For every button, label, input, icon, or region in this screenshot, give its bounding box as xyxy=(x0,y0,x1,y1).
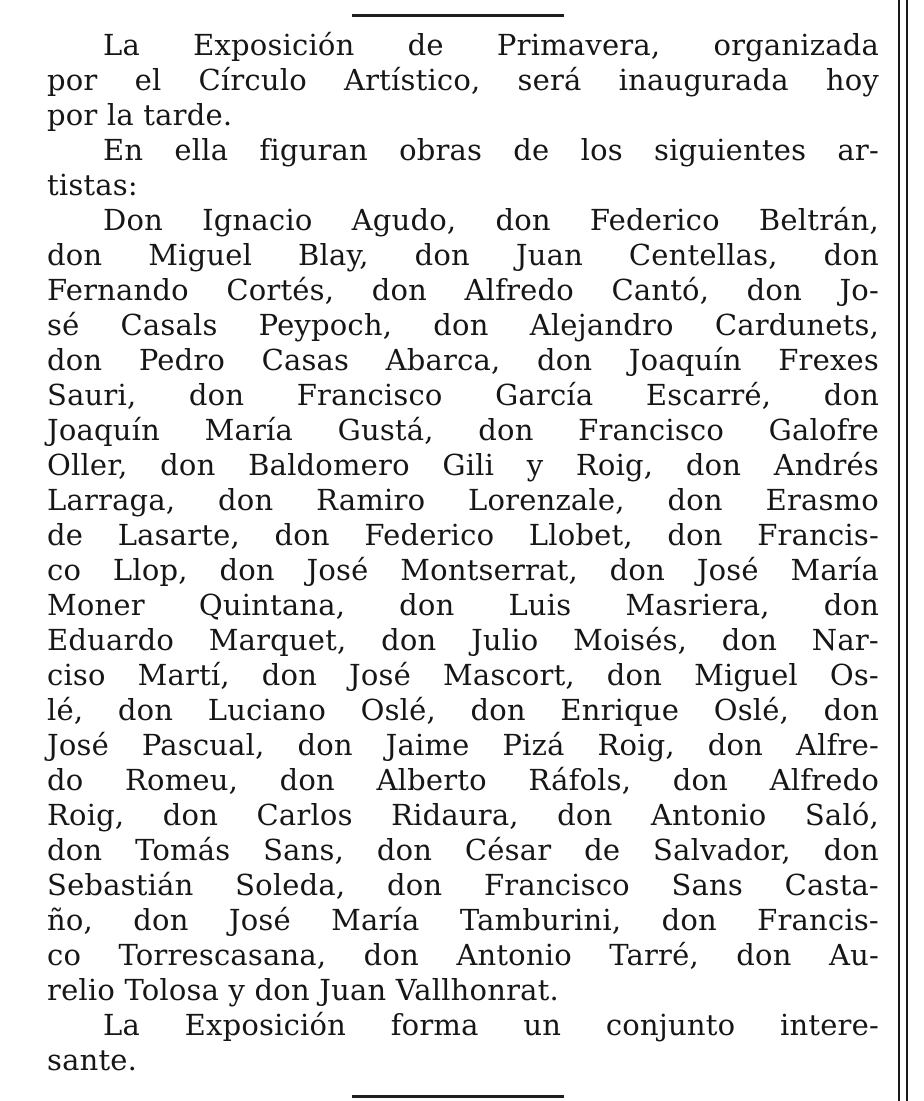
article-word: don xyxy=(721,623,778,657)
article-word: María xyxy=(331,903,420,937)
article-line xyxy=(47,903,879,938)
article-word: Pedro xyxy=(138,343,226,377)
article-word: don xyxy=(363,938,419,972)
article-line xyxy=(47,728,879,763)
article-word: Federico xyxy=(589,203,720,237)
article-word: Moner xyxy=(47,588,145,622)
article-word: Sebastián xyxy=(47,868,194,902)
article-word: Roig, xyxy=(575,448,654,482)
article-word: don xyxy=(557,798,613,832)
article-word: Lorenzale, xyxy=(468,483,625,517)
article-word: don xyxy=(188,378,245,412)
article-word: don xyxy=(162,798,219,832)
article-word: Mascort, xyxy=(442,658,575,692)
article-line xyxy=(47,833,879,868)
article-word: Galofre xyxy=(768,413,879,447)
article-word: don xyxy=(117,693,174,727)
article-word: Ridaura, xyxy=(391,798,519,832)
article-word: María xyxy=(204,413,293,447)
article-word: Joaquín xyxy=(47,413,160,447)
article-word: Alfredo xyxy=(769,763,879,797)
article-word: don xyxy=(536,343,593,377)
article-word: conjunto xyxy=(605,1008,736,1042)
article-word: inaugurada xyxy=(618,63,789,97)
article-word: Tarré, xyxy=(609,938,699,972)
article-word: ño, xyxy=(47,903,93,937)
article-word: Exposición xyxy=(184,1008,347,1042)
article-word: Agudo, xyxy=(351,203,457,237)
article-line xyxy=(47,588,879,623)
article-word: ar- xyxy=(837,133,879,167)
article-word: Luis xyxy=(508,588,572,622)
article-word: Torrescasana, xyxy=(118,938,327,972)
article-word: don xyxy=(667,518,723,552)
article-word: La xyxy=(103,28,140,62)
article-line xyxy=(47,623,879,658)
article-line: sante. xyxy=(47,1043,138,1077)
article-word: don xyxy=(609,553,665,587)
article-line xyxy=(47,938,879,973)
article-word: un xyxy=(523,1008,562,1042)
article-line: por la tarde. xyxy=(47,98,233,132)
article-word: Llobet, xyxy=(528,518,633,552)
article-word: don xyxy=(160,448,216,482)
article-word: don xyxy=(274,518,330,552)
article-line xyxy=(47,238,879,273)
article-word: Lasarte, xyxy=(117,518,240,552)
article-word: don xyxy=(433,308,489,342)
article-word: sé xyxy=(47,308,80,342)
article-word: don xyxy=(47,343,103,377)
article-word: don xyxy=(47,833,103,867)
article-word: Au- xyxy=(828,938,879,972)
article-word: Oslé, xyxy=(360,693,436,727)
article-word: Casals xyxy=(120,308,218,342)
article-word: don xyxy=(823,238,879,272)
article-word: Tomás xyxy=(135,833,231,867)
article-word: Ráfols, xyxy=(528,763,632,797)
article-word: de xyxy=(584,833,621,867)
article-word: Montserrat, xyxy=(400,553,578,587)
article-line xyxy=(47,763,879,798)
article-word: Círculo xyxy=(198,63,307,97)
article-word: don xyxy=(707,728,764,762)
article-word: Quintana, xyxy=(198,588,346,622)
article-line xyxy=(47,553,879,588)
article-word: José xyxy=(306,553,369,587)
article-word: Ramiro xyxy=(316,483,426,517)
article-word: José xyxy=(47,728,109,762)
article-word: Salvador, xyxy=(653,833,791,867)
article-word: Carlos xyxy=(256,798,353,832)
article-word: García xyxy=(495,378,594,412)
article-word: Escarré, xyxy=(645,378,772,412)
article-word: do xyxy=(47,763,84,797)
article-word: Baldomero xyxy=(248,448,410,482)
article-line xyxy=(47,413,879,448)
article-word: Roig, xyxy=(597,728,675,762)
article-word: don xyxy=(470,693,526,727)
article-word: Sans xyxy=(671,868,743,902)
article-word: obras xyxy=(399,133,483,167)
article-word: don xyxy=(672,763,729,797)
article-word: Larraga, xyxy=(47,483,176,517)
article-word: Alejandro xyxy=(529,308,674,342)
article-word: Beltrán, xyxy=(758,203,879,237)
article-line xyxy=(47,693,879,728)
article-word: figuran xyxy=(259,133,368,167)
article-word: don xyxy=(823,833,879,867)
article-word: don xyxy=(736,938,792,972)
article-word: Gustá, xyxy=(337,413,434,447)
article-word: Llop, xyxy=(112,553,188,587)
article-line xyxy=(47,1008,879,1043)
article-word: Erasmo xyxy=(765,483,879,517)
article-word: por xyxy=(47,63,98,97)
article-line xyxy=(47,798,879,833)
article-line: tistas: xyxy=(47,168,138,202)
article-line xyxy=(47,518,879,553)
article-word: el xyxy=(134,63,162,97)
article-line xyxy=(47,63,879,98)
article-word: lé, xyxy=(47,693,84,727)
article-word: Nar- xyxy=(811,623,879,657)
article-word: Oslé, xyxy=(713,693,790,727)
article-word: hoy xyxy=(825,63,879,97)
article-word: co xyxy=(47,553,82,587)
article-word: Antonio xyxy=(456,938,572,972)
article-word: José xyxy=(349,658,411,692)
article-word: los xyxy=(580,133,623,167)
article-word: Saló, xyxy=(804,798,879,832)
article-word: Federico xyxy=(364,518,495,552)
article-word: Peypoch, xyxy=(258,308,393,342)
article-word: Casta- xyxy=(784,868,879,902)
article-word: será xyxy=(517,63,582,97)
article-line xyxy=(47,273,879,308)
article-word: don xyxy=(261,658,318,692)
article-line xyxy=(47,308,879,343)
article-word: Abarca, xyxy=(385,343,501,377)
article-word: Francisco xyxy=(578,413,725,447)
article-line xyxy=(47,203,879,238)
article-word: Cantó, xyxy=(611,273,710,307)
article-word: Frexes xyxy=(778,343,879,377)
article-word: organizada xyxy=(713,28,879,62)
article-word: Alberto xyxy=(376,763,487,797)
article-line xyxy=(47,483,879,518)
article-word: José xyxy=(696,553,759,587)
article-word: Fernando xyxy=(47,273,189,307)
article-word: César xyxy=(464,833,552,867)
article-word: don xyxy=(414,238,470,272)
article-word: don xyxy=(746,273,802,307)
article-word: ella xyxy=(174,133,229,167)
article-word: Moisés, xyxy=(573,623,688,657)
article-word: Alfre- xyxy=(795,728,879,762)
article-word: intere- xyxy=(779,1008,879,1042)
article-word: de xyxy=(407,28,444,62)
article-word: don xyxy=(133,903,189,937)
article-line xyxy=(47,133,879,168)
article-line xyxy=(47,28,879,63)
article-word: don xyxy=(219,553,275,587)
article-word: Marquet, xyxy=(208,623,347,657)
article-word: José xyxy=(228,903,291,937)
article-word: don xyxy=(399,588,455,622)
article-word: Martí, xyxy=(137,658,230,692)
article-word: Julio xyxy=(471,623,539,657)
article-word: don xyxy=(606,658,663,692)
article-word: Juan xyxy=(515,238,583,272)
article-word: Ignacio xyxy=(202,203,313,237)
article-word: Sauri, xyxy=(47,378,137,412)
article-word: don xyxy=(279,763,335,797)
article-word: Francisco xyxy=(483,868,630,902)
article-word: Masriera, xyxy=(625,588,770,622)
article-word: Pascual, xyxy=(141,728,265,762)
article-word: de xyxy=(513,133,550,167)
article-word: don xyxy=(218,483,274,517)
article-word: María xyxy=(790,553,879,587)
article-word: En xyxy=(103,133,144,167)
article-word: Blay, xyxy=(298,238,369,272)
article-line xyxy=(47,378,879,413)
article-word: don xyxy=(47,238,103,272)
article-word: forma xyxy=(390,1008,479,1042)
article-word: don xyxy=(661,903,717,937)
article-word: Romeu, xyxy=(125,763,239,797)
article-word: La xyxy=(103,1008,140,1042)
article-word: Gili xyxy=(442,448,495,482)
article-line xyxy=(47,868,879,903)
article-word: y xyxy=(526,448,544,482)
article-word: Don xyxy=(103,203,163,237)
article-word: Soleda, xyxy=(235,868,346,902)
article-word: ciso xyxy=(47,658,106,692)
article-word: Tamburini, xyxy=(459,903,622,937)
news-article xyxy=(47,28,879,1078)
article-word: Francisco xyxy=(296,378,443,412)
article-line xyxy=(47,658,879,693)
article-word: Exposición xyxy=(193,28,355,62)
article-word: don xyxy=(823,378,879,412)
article-word: Joaquín xyxy=(628,343,742,377)
article-word: Os- xyxy=(829,658,879,692)
article-word: Miguel xyxy=(694,658,798,692)
column-rule-double xyxy=(898,0,908,1101)
article-word: don xyxy=(376,833,433,867)
article-word: Oller, xyxy=(47,448,128,482)
article-word: don xyxy=(667,483,723,517)
article-word: don xyxy=(381,623,437,657)
article-word: Jo- xyxy=(839,273,879,307)
article-word: don xyxy=(478,413,534,447)
article-word: don xyxy=(371,273,427,307)
article-word: Sans, xyxy=(263,833,345,867)
article-word: Antonio xyxy=(650,798,767,832)
article-word: Centellas, xyxy=(628,238,778,272)
article-line xyxy=(47,448,879,483)
article-word: Francis- xyxy=(757,903,879,937)
article-word: Francis- xyxy=(757,518,879,552)
article-word: Roig, xyxy=(47,798,125,832)
article-word: Cortés, xyxy=(226,273,335,307)
article-word: Luciano xyxy=(207,693,327,727)
section-divider-top xyxy=(352,14,564,17)
article-word: don xyxy=(495,203,551,237)
section-divider-bottom xyxy=(352,1095,564,1098)
article-word: Primavera, xyxy=(496,28,661,62)
article-word: Enrique xyxy=(560,693,680,727)
article-word: co xyxy=(47,938,82,972)
article-line xyxy=(47,343,879,378)
article-word: siguientes xyxy=(654,133,807,167)
article-word: Eduardo xyxy=(47,623,174,657)
article-word: Alfredo xyxy=(464,273,574,307)
article-word: don xyxy=(823,693,879,727)
article-word: don xyxy=(685,448,742,482)
article-line: relio Tolosa y don Juan Vallhonrat. xyxy=(47,973,559,1007)
article-word: de xyxy=(47,518,84,552)
article-word: Casas xyxy=(261,343,350,377)
article-word: don xyxy=(297,728,353,762)
article-word: Pizá xyxy=(502,728,565,762)
article-word: Artístico, xyxy=(343,63,481,97)
article-word: don xyxy=(387,868,443,902)
article-word: Cardunets, xyxy=(714,308,879,342)
article-word: Miguel xyxy=(148,238,253,272)
article-word: don xyxy=(823,588,879,622)
article-word: Andrés xyxy=(773,448,879,482)
article-word: Jaime xyxy=(385,728,470,762)
